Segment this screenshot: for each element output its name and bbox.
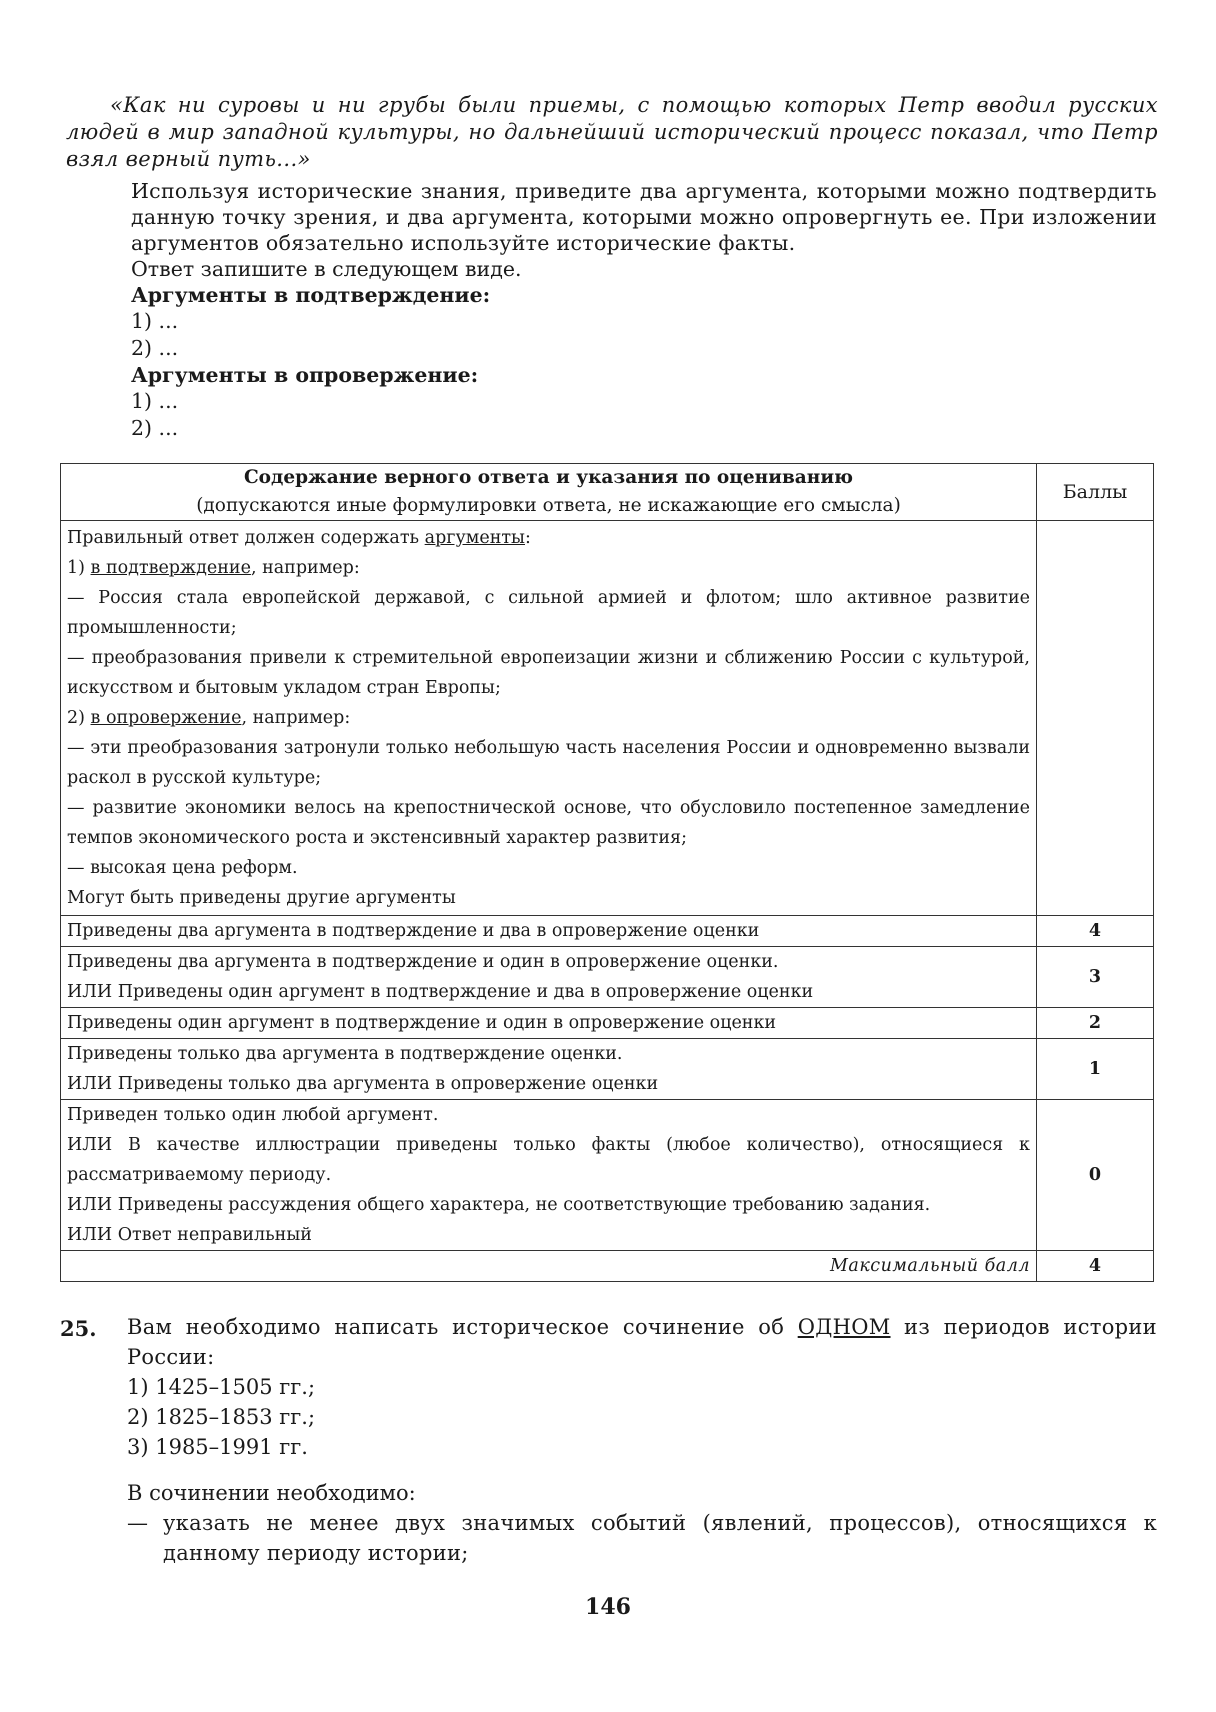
confirm-argument-2: — преобразования привели к стремительной европеизации жизни и сближению России с культурой, искусством и бытовым укладом стран Европы; xyxy=(67,648,1030,698)
score-cell: 0 xyxy=(1037,1100,1154,1251)
period-list xyxy=(127,1372,1157,1462)
score-cell: 3 xyxy=(1037,947,1154,1008)
answer-content-cell xyxy=(61,521,1037,916)
table-header-row xyxy=(61,464,1154,521)
max-score-row xyxy=(61,1251,1154,1282)
confirm-num: 1) xyxy=(67,558,91,578)
question-text xyxy=(127,1312,1157,1372)
criteria-table xyxy=(60,463,1154,1282)
requirement-text: указать не менее двух значимых событий (явлений, процессов), относящихся к данному периоду истории; xyxy=(163,1511,1157,1565)
list-item: 2) 1825–1853 гг.; xyxy=(127,1405,316,1429)
table-header-content xyxy=(61,464,1037,521)
criterion-line: Приведены два аргумента в подтверждение и два в опровержение оценки xyxy=(67,921,760,941)
criterion-cell xyxy=(61,1008,1037,1039)
answer-intro-underlined: аргументы xyxy=(424,528,525,548)
requirements-heading: В сочинении необходимо: xyxy=(127,1481,416,1505)
table-row xyxy=(61,1008,1154,1039)
header-title: Содержание верного ответа и указания по оцениванию xyxy=(243,467,854,488)
question-25 xyxy=(127,1312,1157,1568)
criterion-line: ИЛИ Приведены рассуждения общего характера, не соответствующие требованию задания. xyxy=(67,1195,931,1215)
list-item: 3) 1985–1991 гг. xyxy=(127,1435,308,1459)
refute-label xyxy=(67,703,1030,733)
confirm-underlined: в подтверждение xyxy=(90,558,251,578)
criterion-cell xyxy=(61,947,1037,1008)
refute-heading: Аргументы в опровержение: xyxy=(131,363,479,387)
max-score-label: Максимальный балл xyxy=(61,1251,1037,1282)
question-text-suffix: из периодов истории России: xyxy=(127,1315,1157,1369)
table-row-answer-content xyxy=(61,521,1154,916)
confirm-suffix: , например: xyxy=(250,558,360,578)
score-cell: 4 xyxy=(1037,916,1154,947)
page-number: 146 xyxy=(585,1594,631,1620)
task-instructions xyxy=(131,178,1157,442)
header-subtitle: (допускаются иные формулировки ответа, не искажающие его смысла) xyxy=(196,495,901,516)
criterion-line: Приведены один аргумент в подтверждение и один в опровержение оценки xyxy=(67,1013,777,1033)
answer-intro-text: Правильный ответ должен содержать xyxy=(67,528,425,548)
requirement-dash: — xyxy=(127,1511,148,1535)
criterion-cell xyxy=(61,916,1037,947)
score-cell: 1 xyxy=(1037,1039,1154,1100)
header-score: Баллы xyxy=(1037,464,1154,521)
confirm-item-1: 1) ... xyxy=(131,309,179,333)
criterion-line: Приведены только два аргумента в подтверждение оценки. xyxy=(67,1044,623,1064)
refute-item-1: 1) ... xyxy=(131,389,179,413)
answer-intro-suffix: : xyxy=(524,528,531,548)
confirm-argument-1: — Россия стала европейской державой, с сильной армией и флотом; шло активное развитие промышленности; xyxy=(67,588,1030,638)
refute-underlined: в опровержение xyxy=(90,708,242,728)
criterion-line: ИЛИ Приведены один аргумент в подтверждение и два в опровержение оценки xyxy=(67,982,814,1002)
criterion-cell xyxy=(61,1039,1037,1100)
criterion-line: ИЛИ Приведены только два аргумента в опровержение оценки xyxy=(67,1074,659,1094)
answer-content-score-cell xyxy=(1037,521,1154,916)
max-score-value: 4 xyxy=(1037,1251,1154,1282)
answer-form-text: Ответ запишите в следующем виде. xyxy=(131,257,522,281)
requirement-item xyxy=(127,1508,1157,1568)
quote-text: «Как ни суровы и ни грубы были приемы, с помощью которых Петр вводил русских людей в мир западной культуры, но дальнейший исторический процесс показал, что Петр взял верный путь...» xyxy=(66,93,1158,171)
refute-argument-3: — высокая цена реформ. xyxy=(67,858,298,878)
criterion-line: Приведен только один любой аргумент. xyxy=(67,1105,439,1125)
question-text-prefix: Вам необходимо написать историческое сочинение об xyxy=(127,1315,798,1339)
score-cell: 2 xyxy=(1037,1008,1154,1039)
list-item: 1) 1425–1505 гг.; xyxy=(127,1375,316,1399)
refute-argument-2: — развитие экономики велось на крепостнической основе, что обусловило постепенное замедление темпов экономического роста и экстенсивный характер развития; xyxy=(67,798,1030,848)
table-row xyxy=(61,947,1154,1008)
refute-num: 2) xyxy=(67,708,91,728)
other-arguments-note: Могут быть приведены другие аргументы xyxy=(67,888,456,908)
criterion-line: ИЛИ В качестве иллюстрации приведены только факты (любое количество), относящиеся к рассматриваемому периоду. xyxy=(67,1135,1030,1185)
criterion-cell xyxy=(61,1100,1037,1251)
confirm-label xyxy=(67,553,1030,583)
criterion-line: Приведены два аргумента в подтверждение и один в опровержение оценки. xyxy=(67,952,779,972)
confirm-item-2: 2) ... xyxy=(131,336,179,360)
criterion-line: ИЛИ Ответ неправильный xyxy=(67,1225,312,1245)
table-row xyxy=(61,1100,1154,1251)
task-intro: Используя исторические знания, приведите два аргумента, которыми можно подтвердить данную точку зрения, и два аргумента, которыми можно опровергнуть ее. При изложении аргументов обязательно используйте исторические факты. xyxy=(131,179,1157,255)
question-text-underlined: ОДНОМ xyxy=(797,1315,891,1339)
answer-intro xyxy=(67,523,1030,553)
table-row xyxy=(61,916,1154,947)
refute-item-2: 2) ... xyxy=(131,416,179,440)
confirm-heading: Аргументы в подтверждение: xyxy=(131,283,491,307)
table-row xyxy=(61,1039,1154,1100)
refute-argument-1: — эти преобразования затронули только небольшую часть населения России и одновременно вызвали раскол в русской культуре; xyxy=(67,738,1030,788)
refute-suffix: , например: xyxy=(241,708,351,728)
question-number: 25. xyxy=(60,1316,97,1341)
